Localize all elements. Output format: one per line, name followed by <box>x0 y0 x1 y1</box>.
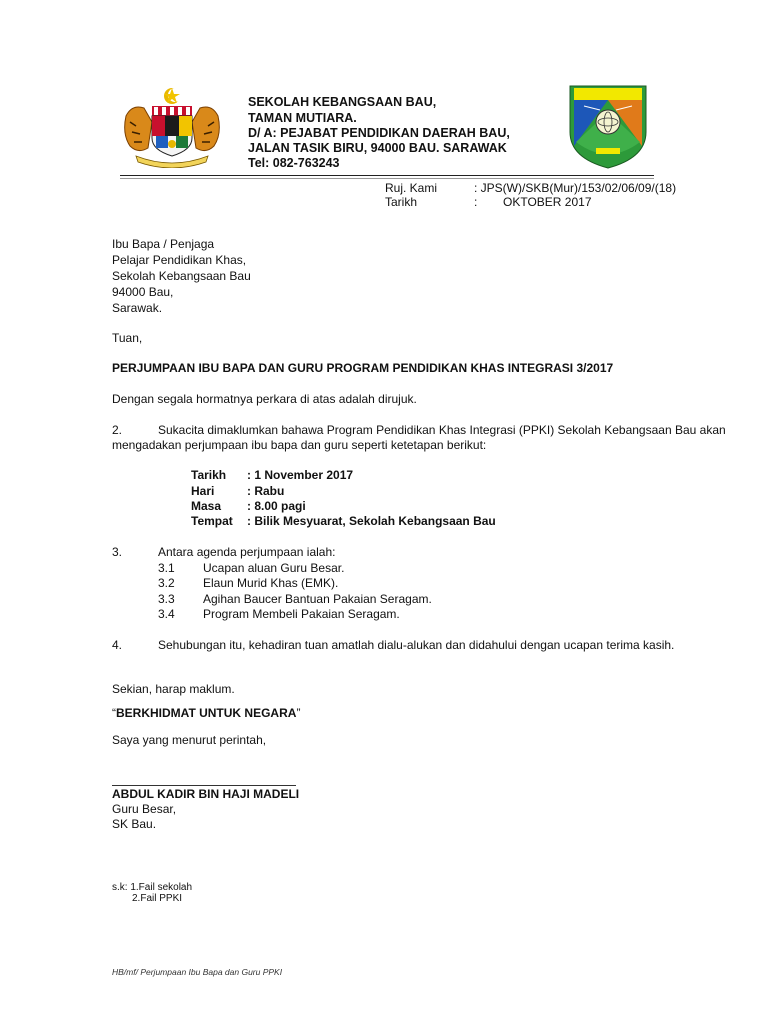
school-shield-logo-icon <box>566 82 650 170</box>
detail-value: : 1 November 2017 <box>247 468 354 482</box>
paragraph-3-number: 3. <box>112 545 123 559</box>
malaysia-coat-of-arms-icon <box>118 86 226 168</box>
recipient-line: Sarawak. <box>112 301 163 315</box>
signature-line <box>112 785 296 786</box>
detail-value: : Bilik Mesyuarat, Sekolah Kebangsaan Bau <box>247 514 496 528</box>
agenda-number: 3.2 <box>158 576 175 590</box>
school-care-of: D/ A: PEJABAT PENDIDIKAN DAERAH BAU, <box>248 126 510 140</box>
paragraph-4-number: 4. <box>112 638 123 652</box>
paragraph-1: Dengan segala hormatnya perkara di atas adalah dirujuk. <box>112 392 417 406</box>
school-street: JALAN TASIK BIRU, 94000 BAU. SARAWAK <box>248 141 507 155</box>
header-rule <box>120 175 654 176</box>
agenda-item: Elaun Murid Khas (EMK). <box>203 576 339 590</box>
motto <box>112 706 300 721</box>
detail-value: : 8.00 pagi <box>247 499 306 513</box>
paragraph-4-text: Sehubungan itu, kehadiran tuan amatlah dialu-alukan dan didahului dengan ucapan terima kasih. <box>158 638 675 652</box>
motto-close-quote: ” <box>296 706 301 720</box>
page-footer: HB/mf/ Perjumpaan Ibu Bapa dan Guru PPKI <box>112 967 283 977</box>
detail-value: : Rabu <box>247 484 285 498</box>
detail-label: Hari <box>191 484 215 498</box>
date-colon: : <box>474 195 478 209</box>
detail-label: Masa <box>191 499 222 513</box>
cc-line: s.k: 1.Fail sekolah <box>112 882 193 893</box>
ref-value: : JPS(W)/SKB(Mur)/153/02/06/09/(18) <box>474 181 677 195</box>
recipient-line: 94000 Bau, <box>112 285 174 299</box>
header-rule-thin <box>120 178 654 179</box>
paragraph-2-number: 2. <box>112 423 123 437</box>
school-area: TAMAN MUTIARA. <box>248 111 357 125</box>
detail-label: Tarikh <box>191 468 227 482</box>
closing-line: Sekian, harap maklum. <box>112 682 235 696</box>
detail-label: Tempat <box>191 514 233 528</box>
ref-label: Ruj. Kami <box>385 181 438 195</box>
date-label: Tarikh <box>385 195 418 209</box>
letter-subject: PERJUMPAAN IBU BAPA DAN GURU PROGRAM PENDIDIKAN KHAS INTEGRASI 3/2017 <box>112 361 614 375</box>
school-tel: Tel: 082-763243 <box>248 156 340 170</box>
agenda-item: Agihan Baucer Bantuan Pakaian Seragam. <box>203 592 432 606</box>
agenda-number: 3.3 <box>158 592 175 606</box>
recipient-line: Sekolah Kebangsaan Bau <box>112 269 251 283</box>
salutation: Tuan, <box>112 331 143 345</box>
school-name: SEKOLAH KEBANGSAAN BAU, <box>248 95 437 109</box>
agenda-number: 3.4 <box>158 607 175 621</box>
signatory-name: ABDUL KADIR BIN HAJI MADELI <box>112 787 300 801</box>
paragraph-2-line: Sukacita dimaklumkan bahawa Program Pendidikan Khas Integrasi (PPKI) Sekolah Kebangsaan Bau akan <box>158 423 726 437</box>
agenda-item: Program Membeli Pakaian Seragam. <box>203 607 400 621</box>
motto-open-quote: “ <box>112 706 116 720</box>
recipient-line: Ibu Bapa / Penjaga <box>112 237 215 251</box>
signatory-title: Guru Besar, <box>112 802 177 816</box>
motto-text: BERKHIDMAT UNTUK NEGARA <box>116 706 297 720</box>
recipient-line: Pelajar Pendidikan Khas, <box>112 253 247 267</box>
signatory-org: SK Bau. <box>112 817 157 831</box>
agenda-number: 3.1 <box>158 561 175 575</box>
paragraph-2-line: mengadakan perjumpaan ibu bapa dan guru seperti ketetapan berikut: <box>112 438 487 452</box>
obedient-line: Saya yang menurut perintah, <box>112 733 267 747</box>
agenda-item: Ucapan aluan Guru Besar. <box>203 561 345 575</box>
paragraph-3-intro: Antara agenda perjumpaan ialah: <box>158 545 336 559</box>
cc-line: 2.Fail PPKI <box>132 893 183 904</box>
date-value: OKTOBER 2017 <box>503 195 592 209</box>
